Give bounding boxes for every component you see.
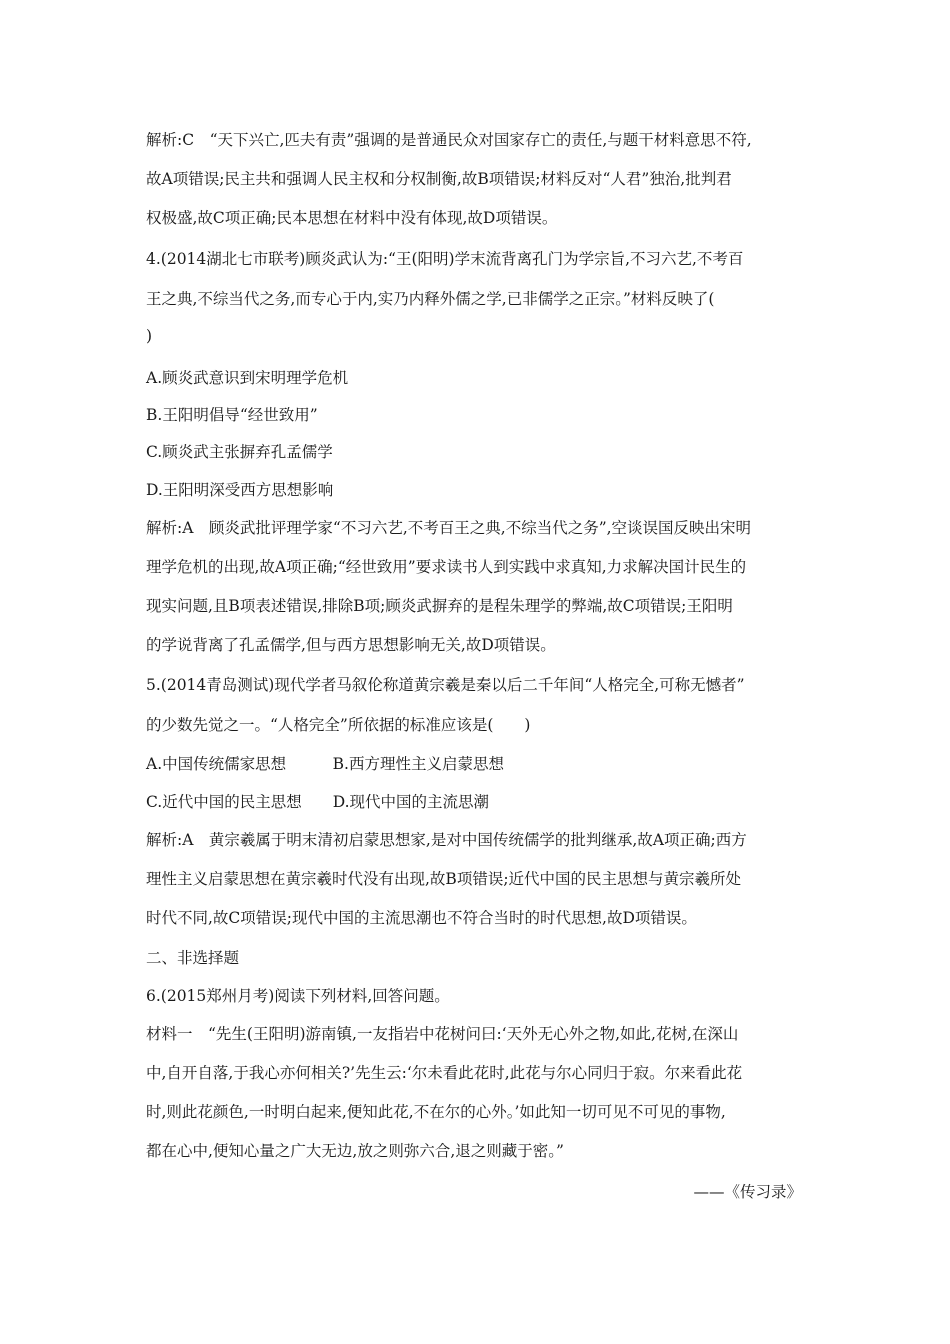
material-1-source: ——《传习录》 [693, 1183, 802, 1201]
question-5-options-cd: C.近代中国的民主思想 D.现代中国的主流思潮 [146, 793, 490, 811]
question-4-line-2: 王之典,不综当代之务,而专心于内,实乃内释外儒之学,已非儒学之正宗。”材料反映了( [146, 290, 715, 308]
material-1-line-1: 材料一 “先生(王阳明)游南镇,一友指岩中花树问曰:‘天外无心外之物,如此,花树,在深山 [146, 1025, 739, 1043]
question-5-line-2: 的少数先觉之一。“人格完全”所依据的标准应该是( ) [146, 716, 531, 734]
question-6-line-1: 6.(2015郑州月考)阅读下列材料,回答问题。 [146, 987, 450, 1005]
analysis-4-line-3: 现实问题,且B项表述错误,排除B项;顾炎武摒弃的是程朱理学的弊端,故C项错误;王阳明 [146, 597, 733, 615]
question-4-option-c: C.顾炎武主张摒弃孔孟儒学 [146, 443, 333, 461]
question-5-line-1: 5.(2014青岛测试)现代学者马叙伦称道黄宗羲是秦以后二千年间“人格完全,可称无憾者” [146, 676, 745, 694]
material-1-line-2: 中,自开自落,于我心亦何相关?’先生云:‘尔未看此花时,此花与尔心同归于寂。尔来看此花 [146, 1064, 743, 1082]
question-4-option-a: A.顾炎武意识到宋明理学危机 [146, 369, 349, 387]
question-4-option-d: D.王阳明深受西方思想影响 [146, 481, 334, 499]
question-4-line-3: ) [146, 327, 153, 345]
analysis-4-line-4: 的学说背离了孔孟儒学,但与西方思想影响无关,故D项错误。 [146, 636, 556, 654]
analysis-4-line-2: 理学危机的出现,故A项正确;“经世致用”要求读书人到实践中求真知,力求解决国计民生的 [146, 558, 747, 576]
analysis-3-line-1: 解析:C “天下兴亡,匹夫有责”强调的是普通民众对国家存亡的责任,与题干材料意思不符, [146, 131, 752, 149]
material-1-line-3: 时,则此花颜色,一时明白起来,便知此花,不在尔的心外。’如此知一切可见不可见的事物, [146, 1103, 726, 1121]
analysis-4-line-1: 解析:A 顾炎武批评理学家“不习六艺,不考百王之典,不综当代之务”,空谈误国反映出宋明 [146, 519, 752, 537]
analysis-3-line-3: 权极盛,故C项正确;民本思想在材料中没有体现,故D项错误。 [146, 209, 558, 227]
material-1-line-4: 都在心中,便知心量之广大无边,放之则弥六合,退之则藏于密。” [146, 1142, 564, 1160]
question-4-line-1: 4.(2014湖北七市联考)顾炎武认为:“王(阳明)学末流背离孔门为学宗旨,不习六艺,不考百 [146, 250, 744, 268]
section-heading: 二、非选择题 [146, 949, 240, 967]
question-4-option-b: B.王阳明倡导“经世致用” [146, 406, 318, 424]
analysis-5-line-1: 解析:A 黄宗羲属于明末清初启蒙思想家,是对中国传统儒学的批判继承,故A项正确;西方 [146, 831, 747, 849]
analysis-5-line-2: 理性主义启蒙思想在黄宗羲时代没有出现,故B项错误;近代中国的民主思想与黄宗羲所处 [146, 870, 742, 888]
analysis-3-line-2: 故A项错误;民主共和强调人民主权和分权制衡,故B项错误;材料反对“人君”独治,批判君 [146, 170, 732, 188]
question-5-options-ab: A.中国传统儒家思想 B.西方理性主义启蒙思想 [146, 755, 504, 773]
analysis-5-line-3: 时代不同,故C项错误;现代中国的主流思潮也不符合当时的时代思想,故D项错误。 [146, 909, 697, 927]
